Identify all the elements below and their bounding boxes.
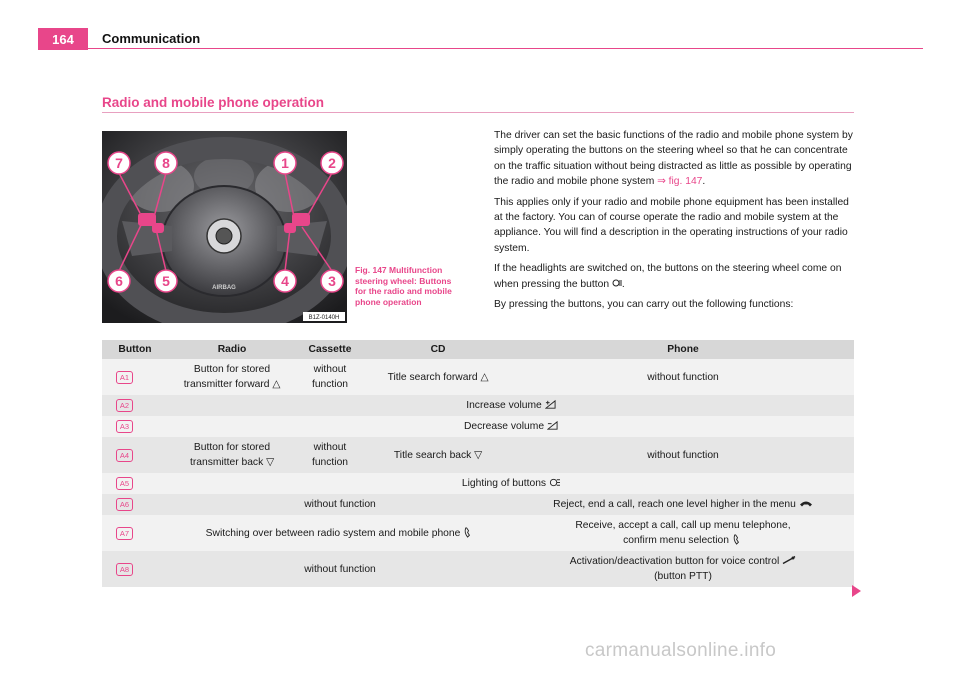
table-row [102,359,854,395]
voice-control-icon [782,555,796,566]
section-rule [102,112,854,113]
row-key-cell [102,515,168,551]
volume-up-icon [545,399,556,410]
span-text: Increase volume [466,400,542,411]
phone-text-line1: Activation/deactivation button for voice control [569,556,780,567]
button-badge: A3 [116,420,133,433]
callout-8: 8 [162,155,170,171]
span-cell [168,395,854,416]
section-title: Radio and mobile phone operation [102,95,325,110]
header-cassette: Cassette [296,340,364,359]
table-row [102,551,854,587]
table-header-row [102,340,854,359]
row-key-cell [102,494,168,515]
airbag-label: AIRBAG [212,285,236,291]
watermark: carmanualsonline.info [585,640,777,661]
header-button: Button [102,340,168,359]
row-key-cell [102,395,168,416]
paragraph-3 [494,261,856,292]
phone-handset-icon [732,534,743,545]
row-key-cell [102,437,168,473]
figure-code: B1Z-0140H [308,315,340,321]
button-badge: A8 [116,563,133,576]
phone-text-line2: (button PTT) [654,571,712,582]
page-number: 164 [38,28,88,50]
radio-cell: Button for stored transmitter back ▽ [168,437,296,473]
header-cd: CD [364,340,512,359]
callout-7: 7 [115,155,123,171]
phone-cell: without function [512,359,854,395]
fig-147-link[interactable]: ⇒ fig. 147 [657,176,703,188]
left-span-cell [168,515,512,551]
phone-text-line2: confirm menu selection [623,535,729,546]
volume-down-icon [547,420,558,431]
callout-6: 6 [115,273,123,289]
header-phone: Phone [512,340,854,359]
headlight-icon [612,278,622,288]
button-badge: A6 [116,498,133,511]
left-text: Switching over between radio system and mobile phone [205,527,461,539]
paragraph-2: This applies only if your radio and mobile phone equipment has been installed at the factory. You can of course operate the radio and mobile system at the appliance. You will find a description in the operating instructions of your radio system. [494,196,849,254]
functions-table [102,340,854,587]
button-badge: A4 [116,449,133,462]
table-row [102,515,854,551]
paragraph-1-end: . [702,176,706,188]
table-row [102,395,854,416]
phone-cell [512,551,854,587]
radio-cell: Button for stored transmitter forward △ [168,359,296,395]
cassette-cell: without function [296,359,364,395]
cd-cell: Title search forward △ [364,359,512,395]
button-badge: A7 [116,527,133,540]
phone-cell: without function [512,437,854,473]
phone-cell [512,515,854,551]
row-key-cell [102,551,168,587]
paragraph-1 [494,128,856,190]
table-row [102,437,854,473]
row-key-cell [102,416,168,437]
row-key-cell [102,473,168,494]
hang-up-icon [799,498,813,509]
cassette-cell: without function [296,437,364,473]
chapter-title: Communication [102,31,201,46]
figure-caption: Fig. 147 Multifunction steering wheel: Buttons for the radio and mobile phone operation [355,265,452,307]
button-badge: A1 [116,371,133,384]
cd-cell: Title search back ▽ [364,437,512,473]
span-cell [168,416,854,437]
callout-5: 5 [162,273,170,289]
header-rule [88,48,923,49]
span-text: Lighting of buttons [461,478,547,489]
span-cell [168,473,854,494]
next-page-arrow-icon[interactable] [852,585,861,597]
left-span-cell: without function [168,551,512,587]
phone-text-line1-wrap [516,554,850,569]
callout-4: 4 [281,273,289,289]
phone-text-line2-wrap [516,533,850,548]
steering-wheel-figure [102,131,347,323]
button-badge: A2 [116,399,133,412]
table-row [102,473,854,494]
paragraph-3-end: . [621,278,625,290]
button-badge: A5 [116,477,133,490]
phone-text-line1: Receive, accept a call, call up menu telephone, [575,520,791,531]
left-span-cell: without function [168,494,512,515]
row-key-cell [102,359,168,395]
phone-cell [512,494,854,515]
callout-1: 1 [281,155,289,171]
steering-wheel-illustration [102,131,347,323]
callout-2: 2 [328,155,336,171]
paragraph-1-text: The driver can set the basic functions of the radio and mobile phone system by simply operating the buttons on the steering wheel so that he can concentrate on the traffic situation without being distracted as little as possible by operating the radio and mobile phone system [494,130,853,188]
body-text [494,128,856,317]
callout-3: 3 [328,273,336,289]
table-row [102,494,854,515]
phone-handset-icon [463,527,474,538]
table-row [102,416,854,437]
paragraph-4: By pressing the buttons, you can carry out the following functions: [494,299,794,311]
span-text: Decrease volume [463,421,545,432]
phone-text: Reject, end a call, reach one level higher in the menu [553,499,796,510]
paragraph-3-text: If the headlights are switched on, the buttons on the steering wheel come on when pressing the button [494,263,842,290]
headlight-icon [549,477,560,488]
header-radio: Radio [168,340,296,359]
